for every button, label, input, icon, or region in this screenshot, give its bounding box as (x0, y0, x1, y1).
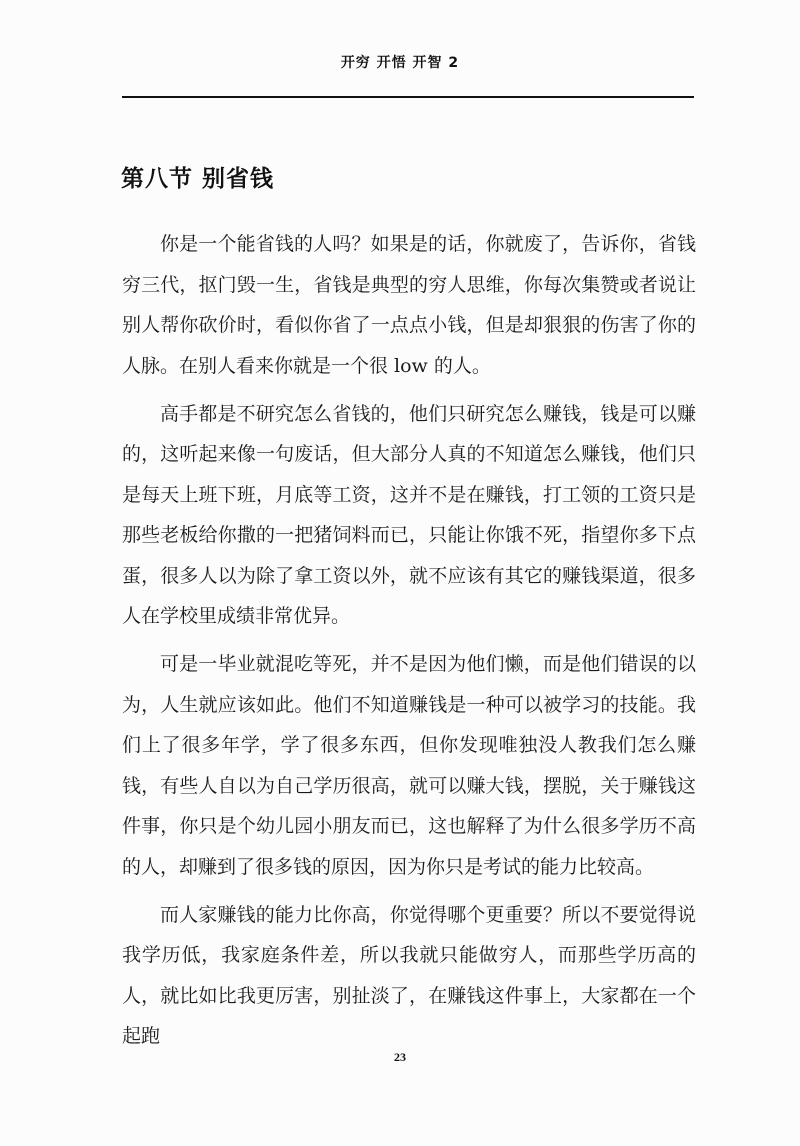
body-text (122, 224, 696, 1064)
header-divider (122, 96, 694, 98)
paragraph: 而人家赚钱的能力比你高，你觉得哪个更重要？所以不要觉得说我学历低，我家庭条件差，所以我就只能做穷人，而那些学历高的人，就比如比我更厉害，别扯淡了，在赚钱这件事上，大家都在一个起跑 (122, 903, 696, 1047)
paragraph: 你是一个能省钱的人吗？如果是的话，你就废了，告诉你，省钱穷三代，抠门毁一生，省钱是典型的穷人思维，你每次集赞或者说让别人帮你砍价时，看似你省了一点点小钱，但是却狠狠的伤害了你的人脉。在别人看来你就是一个很 low 的人。 (122, 233, 696, 377)
running-header: 开穷 开悟 开智 2 (340, 55, 460, 71)
paragraph: 高手都是不研究怎么省钱的，他们只研究怎么赚钱，钱是可以赚的，这听起来像一句废话，但大部分人真的不知道怎么赚钱，他们只是每天上班下班，月底等工资，这并不是在赚钱，打工领的工资只是那些老板给你撒的一把猪饲料而已，只能让你饿不死，指望你多下点蛋，很多人以为除了拿工资以外，就不应该有其它的赚钱渠道，很多人在学校里成绩非常优异。 (122, 402, 696, 627)
section-title: 第八节 别省钱 (121, 166, 275, 192)
paragraph: 可是一毕业就混吃等死，并不是因为他们懒，而是他们错误的以为，人生就应该如此。他们不知道赚钱是一种可以被学习的技能。我们上了很多年学，学了很多东西，但你发现唯独没人教我们怎么赚钱，有些人自以为自己学历很高，就可以赚大钱，摆脱，关于赚钱这件事，你只是个幼儿园小朋友而已，这也解释了为什么很多学历不高的人，却赚到了很多钱的原因，因为你只是考试的能力比较高。 (122, 653, 696, 878)
page-number: 23 (394, 1050, 406, 1064)
